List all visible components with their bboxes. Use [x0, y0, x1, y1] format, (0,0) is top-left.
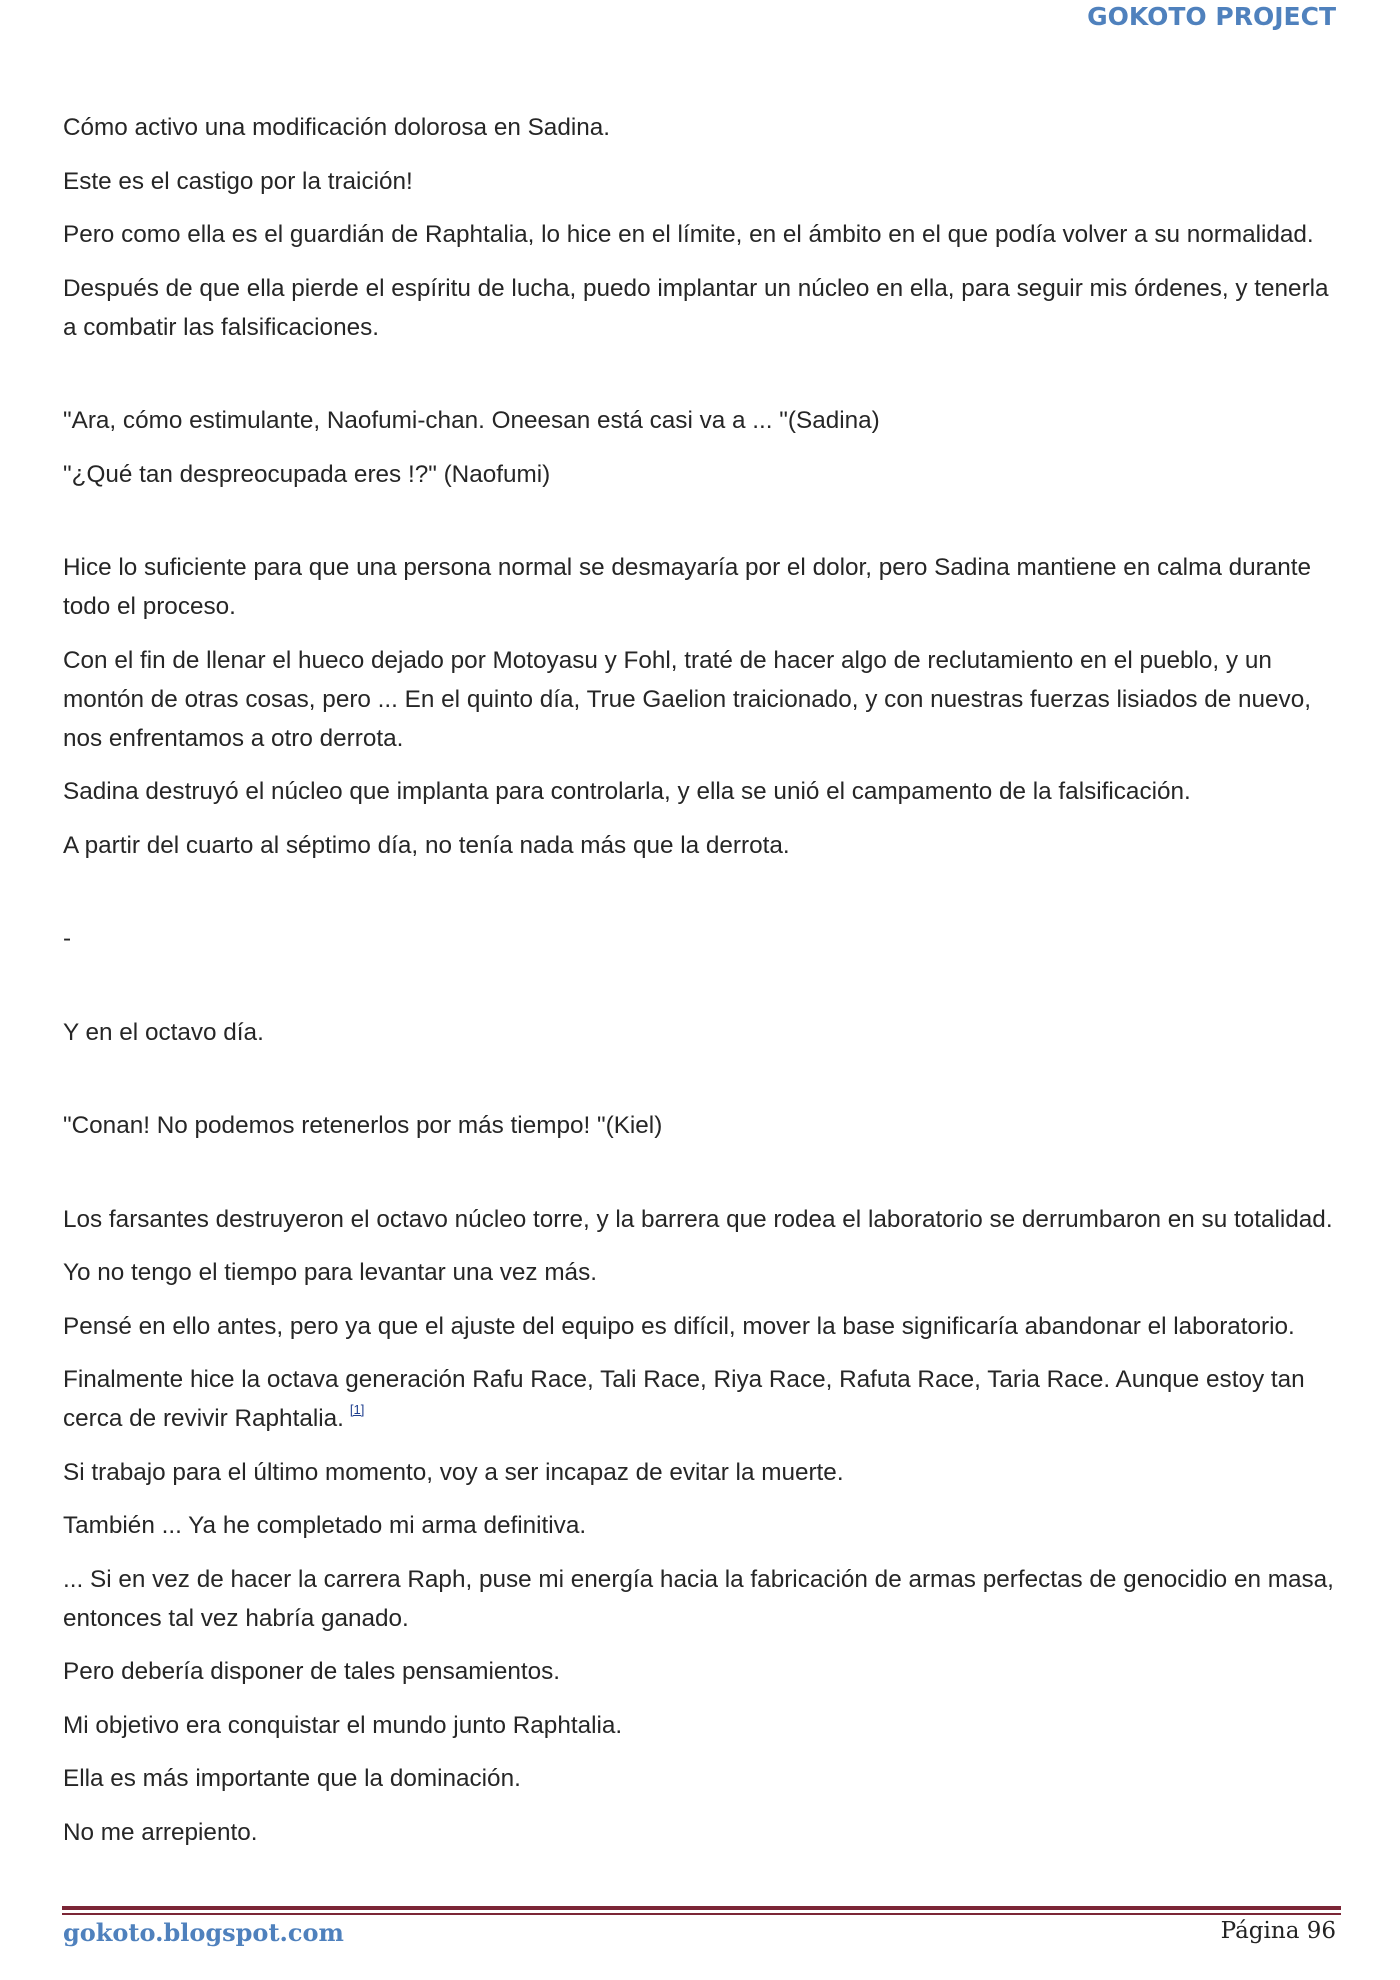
dialogue-line: "Conan! No podemos retenerlos por más tiempo! "(Kiel): [63, 1112, 663, 1139]
paragraph: Este es el castigo por la traición!: [63, 167, 413, 195]
page-number: Página 96: [1220, 1918, 1336, 1944]
paragraph: Mi objetivo era conquistar el mundo junto Raphtalia.: [63, 1711, 623, 1739]
footnote-link[interactable]: [1]: [349, 1402, 365, 1417]
dialogue-line: "¿Qué tan despreocupada eres !?" (Naofumi): [63, 460, 551, 488]
paragraph: Si trabajo para el último momento, voy a ser incapaz de evitar la muerte.: [63, 1458, 844, 1486]
paragraph: Y en el octavo día.: [63, 1018, 264, 1046]
paragraph: Después de que ella pierde el espíritu de lucha, puedo implantar un núcleo en ella, para seguir mis órdenes, y tenerla a combatir las falsificaciones.: [63, 274, 1329, 341]
paragraph: Pero debería disponer de tales pensamientos.: [63, 1658, 561, 1685]
paragraph: ... Si en vez de hacer la carrera Raph, puse mi energía hacia la fabricación de armas perfectas de genocidio en masa, entonces tal vez habría ganado.: [63, 1565, 1334, 1632]
spacer: [63, 973, 1343, 1013]
footer-divider: [62, 1906, 1341, 1910]
spacer: [63, 361, 1343, 401]
section-divider: -: [63, 925, 72, 952]
paragraph: Ella es más importante que la dominación.: [63, 1765, 521, 1792]
spacer: [63, 879, 1343, 919]
header-title: GOKOTO PROJECT: [1087, 2, 1336, 31]
paragraph: No me arrepiento.: [63, 1818, 258, 1846]
paragraph-with-footnote: [63, 1360, 1343, 1438]
paragraph-text: Finalmente hice la octava generación Rafu Race, Tali Race, Riya Race, Rafuta Race, Taria Race. Aunque estoy tan cerca de revivir Raphtalia.: [63, 1366, 1305, 1432]
paragraph: También ... Ya he completado mi arma definitiva.: [63, 1512, 587, 1539]
paragraph: Los farsantes destruyeron el octavo núcleo torre, y la barrera que rodea el laboratorio se derrumbaron en su totalidad.: [63, 1205, 1333, 1233]
footer-blog-link[interactable]: gokoto.blogspot.com: [63, 1918, 344, 1947]
footer-divider-thin: [62, 1913, 1341, 1915]
paragraph: Sadina destruyó el núcleo que implanta para controlarla, y ella se unió el campamento de la falsificación.: [63, 778, 1191, 805]
paragraph: Pero como ella es el guardián de Raphtalia, lo hice en el límite, en el ámbito en el que podía volver a su normalidad.: [63, 221, 1314, 248]
paragraph: Con el fin de llenar el hueco dejado por Motoyasu y Fohl, traté de hacer algo de reclutamiento en el pueblo, y un montón de otras cosas, pero ... En el quinto día, True Gaelion traicionado, y con nuestras fuerzas lisiados de nuevo, nos enfrentamos a otro derrota.: [63, 646, 1311, 752]
paragraph: A partir del cuarto al séptimo día, no tenía nada más que la derrota.: [63, 831, 790, 859]
paragraph: Hice lo suficiente para que una persona normal se desmayaría por el dolor, pero Sadina mantiene en calma durante todo el proceso.: [63, 554, 1311, 620]
spacer: [63, 508, 1343, 548]
paragraph: Cómo activo una modificación dolorosa en Sadina.: [63, 114, 611, 141]
paragraph: Yo no tengo el tiempo para levantar una vez más.: [63, 1259, 597, 1286]
dialogue-line: "Ara, cómo estimulante, Naofumi-chan. Oneesan está casi va a ... "(Sadina): [63, 407, 880, 434]
spacer: [63, 1160, 1343, 1200]
paragraph: Pensé en ello antes, pero ya que el ajuste del equipo es difícil, mover la base significaría abandonar el laboratorio.: [63, 1312, 1295, 1340]
spacer: [63, 1066, 1343, 1106]
page-body: [63, 108, 1343, 1866]
